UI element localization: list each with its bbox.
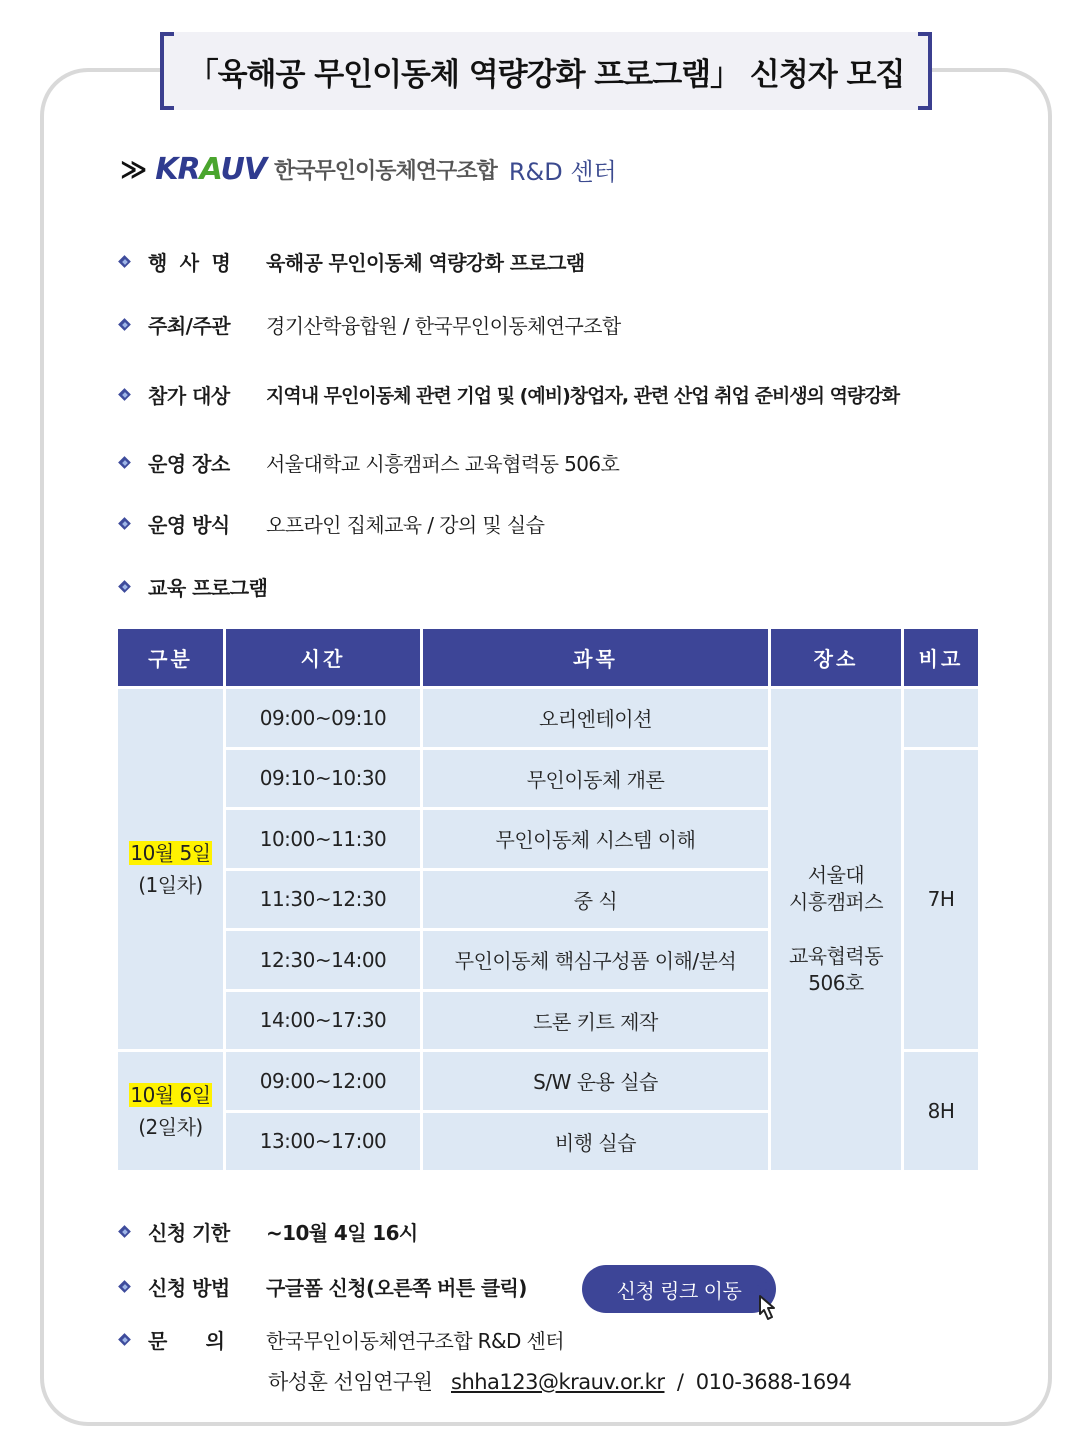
time-cell: 09:00~12:00 [225,1051,422,1112]
diamond-bullet-icon [116,1223,134,1241]
logo-part-a: A [199,152,221,187]
info-label: 참가 대상 [148,384,230,408]
contact-details [268,1366,851,1396]
subject-cell: 드론 키트 제작 [422,990,770,1051]
day2-date: 10월 6일 [130,1083,211,1107]
place-line: 시흥캠퍼스 [788,890,884,914]
diamond-bullet-icon [116,515,134,533]
contact-separator: / [676,1370,684,1394]
time-cell: 14:00~17:30 [225,990,422,1051]
info-row-venue [116,448,619,477]
info-label: 행 사 명 [148,251,231,275]
diamond-bullet-icon [116,316,134,334]
info-value: 구글폼 신청(오른쪽 버튼 클릭) [266,1276,527,1300]
header-time: 시간 [225,628,422,688]
info-label: 신청 기한 [148,1221,230,1245]
contact-phone: 010-3688-1694 [695,1370,852,1394]
day2-cell [117,1051,225,1172]
subject-cell: 무인이동체 핵심구성품 이해/분석 [422,930,770,991]
info-value: ~10월 4일 16시 [266,1221,418,1245]
place-line: 교육협력동 [788,944,884,968]
contact-org: 한국무인이동체연구조합 R&D 센터 [266,1329,564,1353]
table-row [117,688,980,749]
logo-part-kr: KR [155,152,200,187]
contact-person: 하성훈 선임연구원 [268,1370,433,1394]
info-value: 서울대학교 시흥캠퍼스 교육협력동 506호 [266,452,620,476]
place-line: 506호 [808,971,864,995]
info-row-deadline [116,1217,418,1246]
subject-cell: 무인이동체 개론 [422,748,770,809]
info-row-method [116,509,544,538]
info-row-program [116,572,267,601]
time-cell: 10:00~11:30 [225,809,422,870]
diamond-bullet-icon [116,386,134,404]
header-division: 구분 [117,628,225,688]
info-label: 운영 방식 [148,513,230,537]
place-line: 서울대 [807,863,865,887]
subject-cell: S/W 운용 실습 [422,1051,770,1112]
table-header-row [117,628,980,688]
pointer-hand-icon [748,1280,788,1324]
time-cell: 09:00~09:10 [225,688,422,749]
info-row-contact [116,1325,564,1354]
diamond-bullet-icon [116,578,134,596]
header-subject: 과목 [422,628,770,688]
page-title: 「육해공 무인이동체 역량강화 프로그램」 신청자 모집 [187,56,905,93]
info-label: 교육 프로그램 [148,576,268,600]
title-bracket-right [918,32,932,110]
subject-cell: 비행 실습 [422,1111,770,1172]
day2-sub: (2일차) [138,1115,203,1139]
contact-email-link[interactable]: shha123@krauv.or.kr [451,1370,665,1394]
note-cell-empty [903,688,980,749]
org-name: 한국무인이동체연구조합 [274,159,497,184]
time-cell: 13:00~17:00 [225,1111,422,1172]
subject-cell: 무인이동체 시스템 이해 [422,809,770,870]
time-cell: 12:30~14:00 [225,930,422,991]
time-cell: 11:30~12:30 [225,869,422,930]
title-bracket-left [160,32,174,110]
apply-link-button[interactable]: 신청 링크 이동 [582,1265,776,1313]
info-value: 육해공 무인이동체 역량강화 프로그램 [266,251,585,275]
info-label: 신청 방법 [148,1276,230,1300]
info-row-apply-method [116,1272,527,1301]
time-cell: 09:10~10:30 [225,748,422,809]
note-cell-day2: 8H [903,1051,980,1172]
double-chevron-icon: ≫ [120,154,148,185]
info-row-host [116,310,621,339]
schedule-table [115,626,981,1173]
info-label: 운영 장소 [148,452,230,476]
title-banner [160,32,932,110]
info-value: 경기산학융합원 / 한국무인이동체연구조합 [266,314,621,338]
diamond-bullet-icon [116,1278,134,1296]
subject-cell: 중 식 [422,869,770,930]
org-center: R&D 센터 [508,158,617,186]
organization-header [120,152,617,187]
diamond-bullet-icon [116,253,134,271]
info-label: 문 의 [148,1329,225,1353]
day1-date: 10월 5일 [130,841,211,865]
day1-cell [117,688,225,1051]
info-value: 지역내 무인이동체 관련 기업 및 (예비)창업자, 관련 산업 취업 준비생의 역량강화 [266,385,900,407]
header-place: 장소 [770,628,903,688]
place-cell [770,688,903,1172]
subject-cell: 오리엔테이션 [422,688,770,749]
day1-sub: (1일차) [138,873,203,897]
note-cell-day1: 7H [903,748,980,1051]
info-row-target [116,380,899,409]
info-row-event [116,247,585,276]
diamond-bullet-icon [116,454,134,472]
krauv-logo [155,152,266,187]
logo-part-uv: UV [220,152,267,187]
header-note: 비고 [903,628,980,688]
info-label: 주최/주관 [148,314,231,338]
diamond-bullet-icon [116,1331,134,1349]
info-value: 오프라인 집체교육 / 강의 및 실습 [266,513,545,537]
